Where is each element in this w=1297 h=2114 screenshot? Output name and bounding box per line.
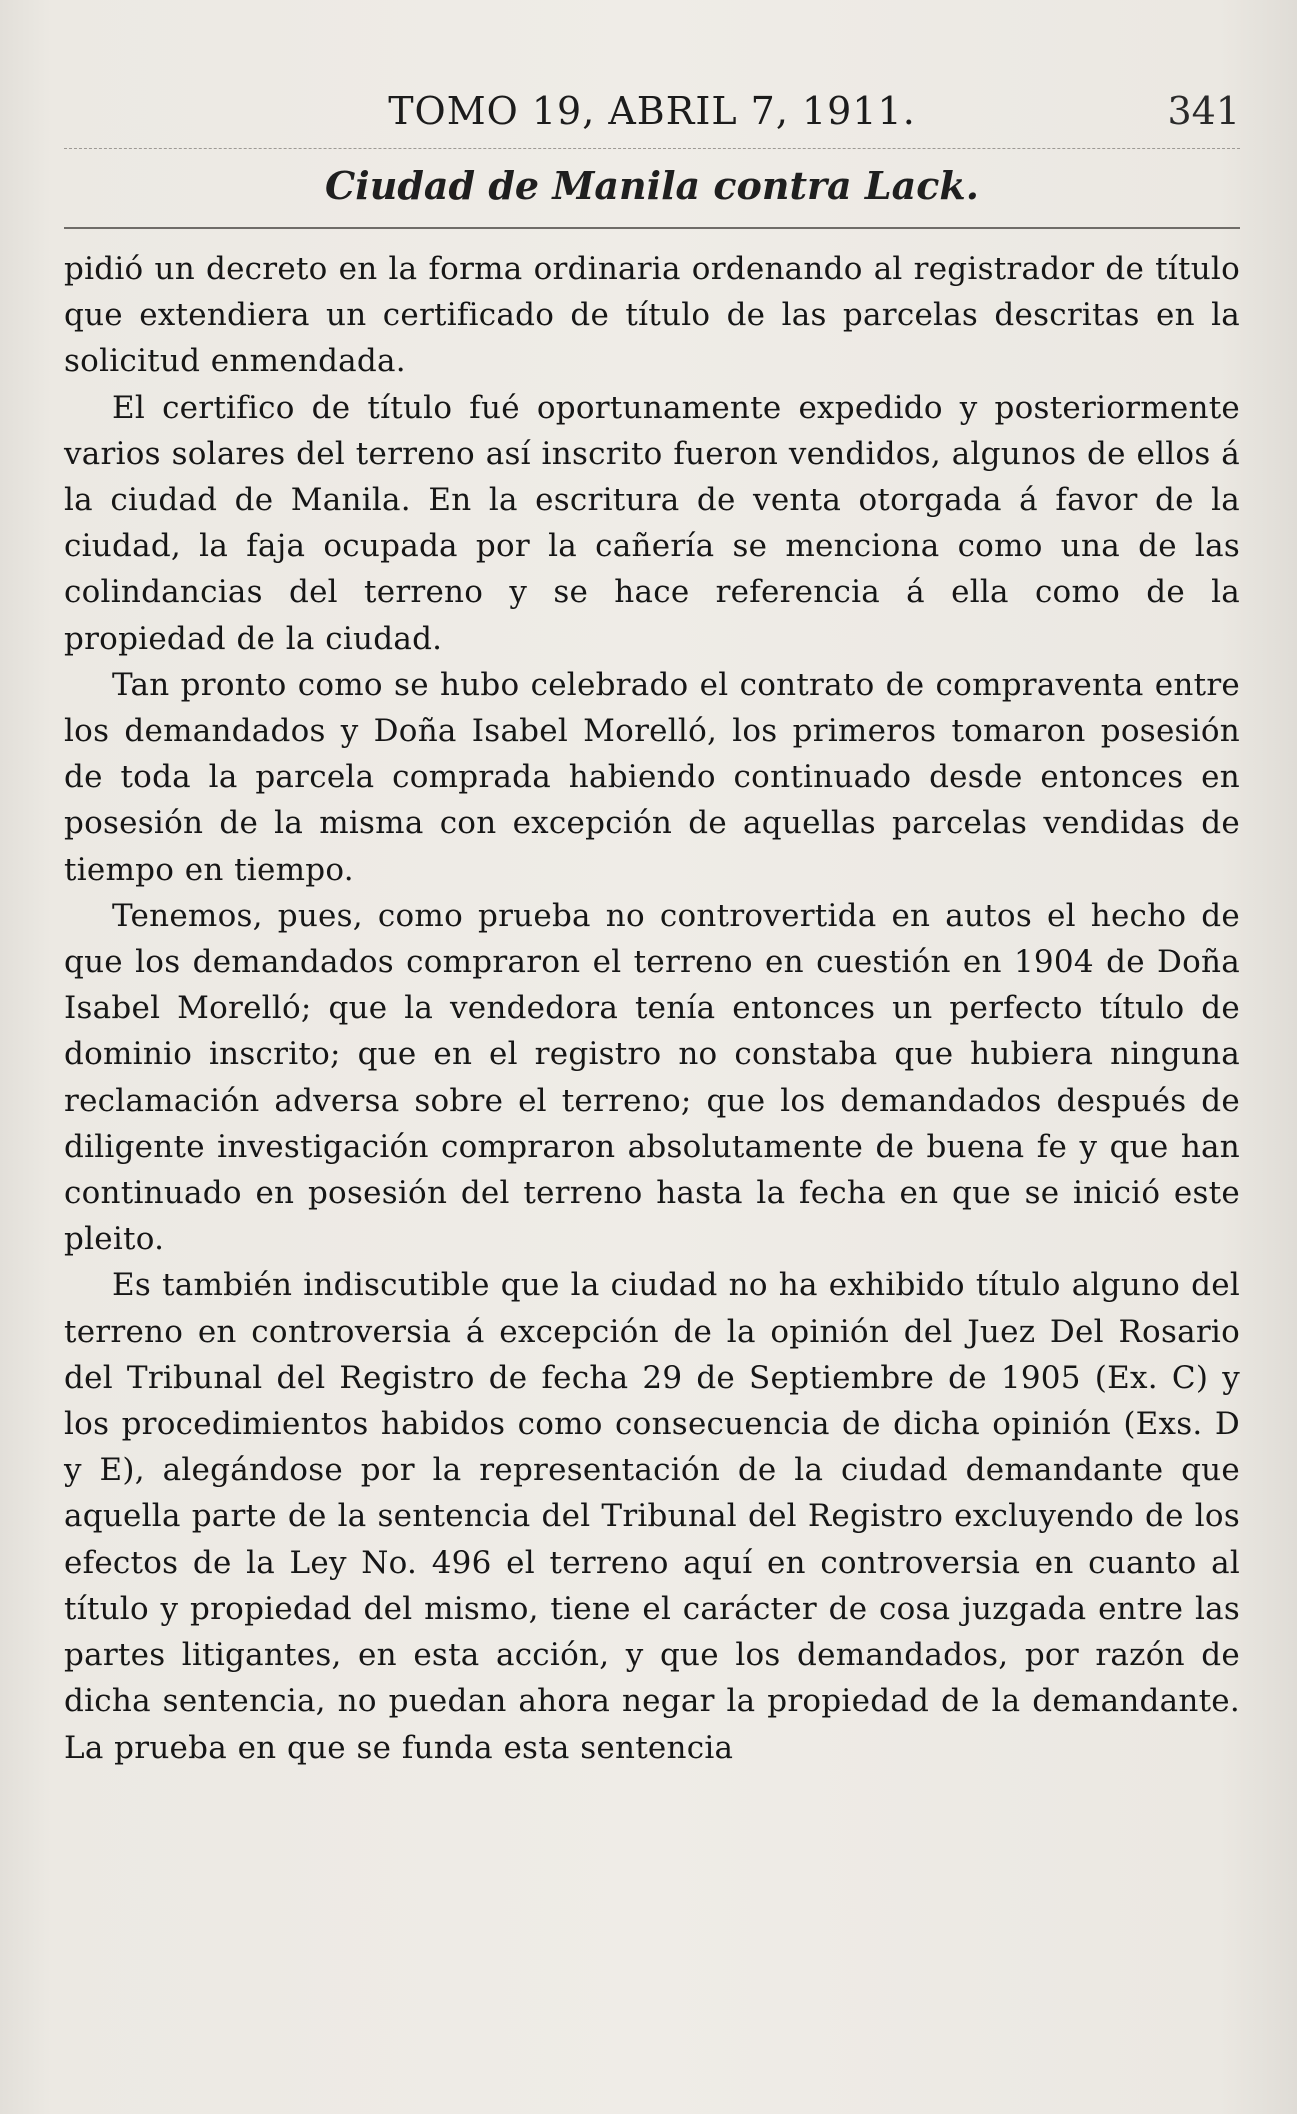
paragraph: Tenemos, pues, como prueba no controvertida en autos el hecho de que los demandados compraron el terreno en cuestión en 1904 de Doña Isabel Morelló; que la vendedora tenía entonces un perfecto título de dominio inscrito; que en el registro no constaba que hubiera ninguna reclamación adversa sobre el terreno; que los demandados después de diligente investigación compraron absolutamente de buena fe y que han continuado en posesión del terreno hasta la fecha en que se inició este pleito.	[64, 897, 1240, 1258]
header-divider-dashed	[64, 148, 1240, 149]
paragraph-continued: pidió un decreto en la forma ordinaria ordenando al registrador de título que extendiera un certificado de título de las parcelas descritas en la solicitud enmendada.	[64, 251, 1240, 380]
body-text	[64, 246, 1240, 1771]
header-divider-solid	[64, 227, 1240, 229]
paragraph: Es también indiscutible que la ciudad no ha exhibido título alguno del terreno en controversia á excepción de la opinión del Juez Del Rosario del Tribunal del Registro de fecha 29 de Septiembre de 1905 (Ex. C) y los procedimientos habidos como consecuencia de dicha opinión (Exs. D y E), alegándose por la representación de la ciudad demandante que aquella parte de la sentencia del Tribunal del Registro excluyendo de los efectos de la Ley No. 496 el terreno aquí en controversia en cuanto al título y propiedad del mismo, tiene el carácter de cosa juzgada entre las partes litigantes, en esta acción, y que los demandados, por razón de dicha sentencia, no puedan ahora negar la propiedad de la demandante. La prueba en que se funda esta sentencia	[64, 1267, 1240, 1766]
page-header	[64, 82, 1240, 140]
paragraph: El certifico de título fué oportunamente expedido y posteriormente varios solares del terreno así inscrito fueron vendidos, algunos de ellos á la ciudad de Manila. En la escritura de venta otorgada á favor de la ciudad, la faja ocupada por la cañería se menciona como una de las colindancias del terreno y se hace referencia á ella como de la propiedad de la ciudad.	[64, 389, 1240, 657]
case-title: Ciudad de Manila contra Lack.	[325, 163, 979, 208]
running-head: TOMO 19, ABRIL 7, 1911.	[388, 89, 916, 133]
paragraph: Tan pronto como se hubo celebrado el contrato de compraventa entre los demandados y Doña Isabel Morelló, los primeros tomaron posesión de toda la parcela comprada habiendo continuado desde entonces en posesión de la misma con excepción de aquellas parcelas vendidas de tiempo en tiempo.	[64, 666, 1240, 888]
page-number: 341	[1167, 89, 1240, 133]
